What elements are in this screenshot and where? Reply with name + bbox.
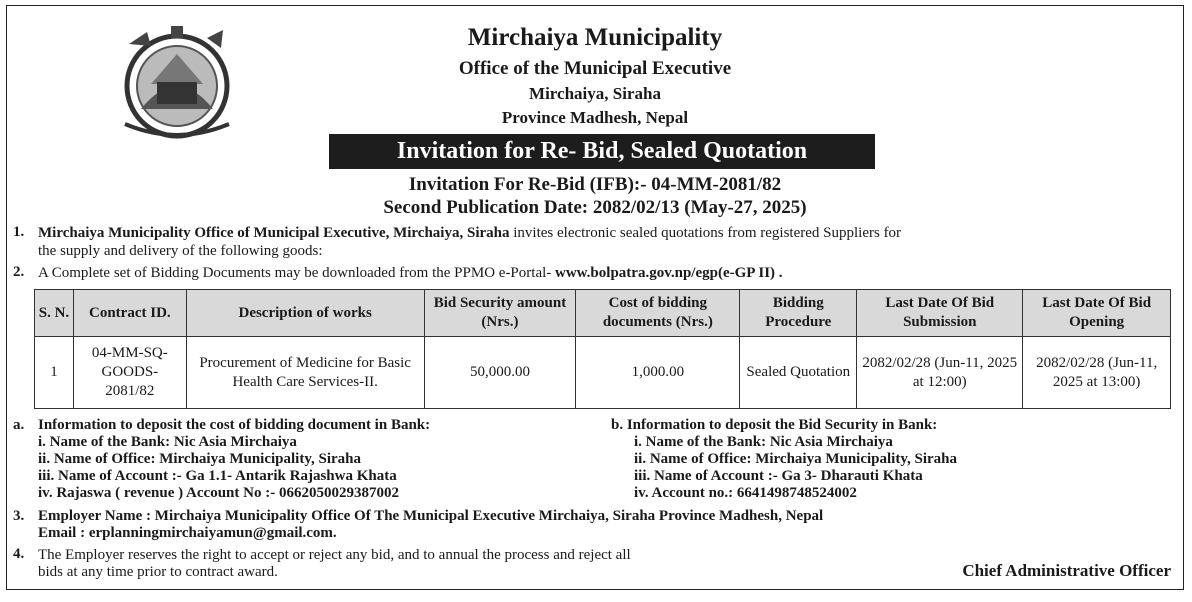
cell-contract-id: 04-MM-SQ-GOODS-2081/82 <box>73 337 186 409</box>
bank-b-line-3: iii. Name of Account :- Ga 3- Dharauti Khata <box>634 468 923 484</box>
clause-2-number: 2. <box>13 264 25 280</box>
cell-procedure: Sealed Quotation <box>740 337 857 409</box>
location: Mirchaiya, Siraha <box>529 84 661 103</box>
bank-a-line-3: iii. Name of Account :- Ga 1.1- Antarik Rajashwa Khata <box>38 468 397 484</box>
bank-a-line-1: i. Name of the Bank: Nic Asia Mirchaiya <box>38 434 297 450</box>
header-procedure: Bidding Procedure <box>740 290 857 337</box>
header-contract-id: Contract ID. <box>73 290 186 337</box>
cell-bid-security: 50,000.00 <box>424 337 576 409</box>
bid-table <box>34 289 1171 409</box>
office-name: Office of the Municipal Executive <box>458 58 732 79</box>
clause-1-text: invites electronic sealed quotations from registered Suppliers for <box>509 225 902 241</box>
bank-b-title: b. Information to deposit the Bid Security in Bank: <box>611 417 938 433</box>
header-submission-date: Last Date Of Bid Submission <box>857 290 1023 337</box>
notice-page <box>6 5 1184 590</box>
clause-4-number: 4. <box>13 546 25 562</box>
bank-b-line-2: ii. Name of Office: Mirchaiya Municipality, Siraha <box>634 451 958 467</box>
header-document-cost: Cost of bidding documents (Nrs.) <box>576 290 740 337</box>
clause-1-bold: Mirchaiya Municipality Office of Municipal Executive, Mirchaiya, Siraha <box>38 225 510 241</box>
clause-4-line-1: The Employer reserves the right to accept or reject any bid, and to annual the process and reject all <box>38 547 631 563</box>
signature-title: Chief Administrative Officer <box>962 561 1171 580</box>
bank-b-line-1: i. Name of the Bank: Nic Asia Mirchaiya <box>634 434 893 450</box>
notice-title-banner: Invitation for Re- Bid, Sealed Quotation <box>329 134 875 169</box>
bank-a-line-2: ii. Name of Office: Mirchaiya Municipality, Siraha <box>38 451 362 467</box>
clause-2 <box>38 264 1178 282</box>
employer-email[interactable]: Email : erplanningmirchaiyamun@gmail.com. <box>38 525 337 541</box>
header-description: Description of works <box>186 290 424 337</box>
clause-2-text: A Complete set of Bidding Documents may be downloaded from the PPMO e-Portal- <box>38 265 556 281</box>
cell-opening-date: 2082/02/28 (Jun-11, 2025 at 13:00) <box>1023 337 1171 409</box>
clause-3-number: 3. <box>13 508 25 524</box>
municipality-name: Mirchaiya Municipality <box>467 24 723 51</box>
clause-1 <box>38 224 1178 260</box>
clause-4-line-2: bids at any time prior to contract award. <box>38 564 278 580</box>
cell-submission-date: 2082/02/28 (Jun-11, 2025 at 12:00) <box>857 337 1023 409</box>
table-header-row <box>35 290 1171 337</box>
header-sn: S. N. <box>35 290 74 337</box>
cell-document-cost: 1,000.00 <box>576 337 740 409</box>
bank-a-title: Information to deposit the cost of bidding document in Bank: <box>38 417 431 433</box>
cell-sn: 1 <box>35 337 74 409</box>
ifb-number: Invitation For Re-Bid (IFB):- 04-MM-2081/82 <box>408 174 782 195</box>
clause-1-number: 1. <box>13 224 25 240</box>
header-opening-date: Last Date Of Bid Opening <box>1023 290 1171 337</box>
bank-a-label: a. <box>13 417 25 433</box>
clause-1-text2: the supply and delivery of the following goods: <box>38 243 323 259</box>
employer-name: Employer Name : Mirchaiya Municipality Office Of The Municipal Executive Mirchaiya, Siraha Province Madhesh, Nepal <box>38 508 824 524</box>
cell-description: Procurement of Medicine for Basic Health Care Services-II. <box>186 337 424 409</box>
publication-date: Second Publication Date: 2082/02/13 (May-27, 2025) <box>383 197 807 218</box>
bank-a-line-4: iv. Rajaswa ( revenue ) Account No :- 0662050029387002 <box>38 485 399 501</box>
bank-b-line-4: iv. Account no.: 6641498748524002 <box>634 485 857 501</box>
province: Province Madhesh, Nepal <box>501 108 689 127</box>
header-bid-security: Bid Security amount (Nrs.) <box>424 290 576 337</box>
table-row <box>35 337 1171 409</box>
ppmo-portal-link[interactable]: www.bolpatra.gov.np/egp(e-GP II) . <box>555 265 783 281</box>
